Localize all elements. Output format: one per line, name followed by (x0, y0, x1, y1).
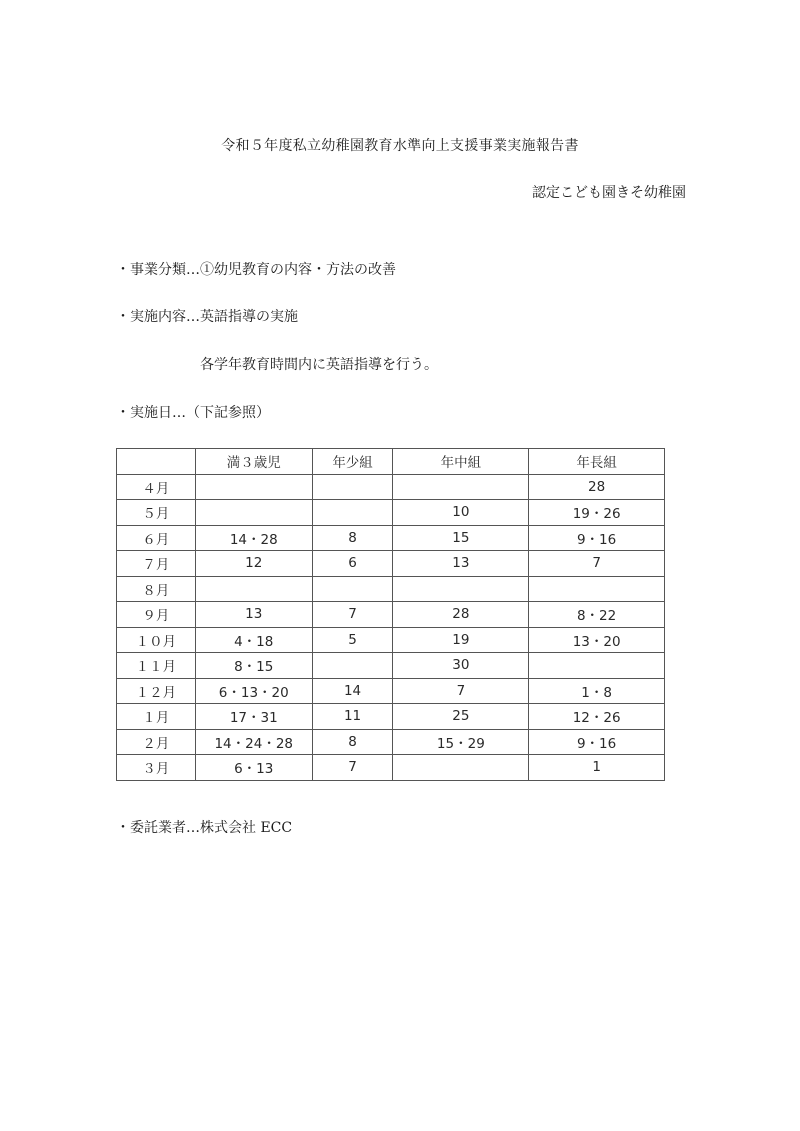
date-cell (529, 576, 665, 602)
date-cell: 13 (195, 602, 312, 628)
month-cell: １月 (117, 704, 196, 730)
date-cell (312, 500, 393, 526)
date-cell: 15 (393, 525, 529, 551)
date-cell: 13・20 (529, 627, 665, 653)
table-row (117, 474, 665, 500)
date-cell: 9・16 (529, 525, 665, 551)
date-cell: 19・26 (529, 500, 665, 526)
table-row (117, 500, 665, 526)
header-cell-age3: 満３歳児 (195, 449, 312, 475)
date-cell: 12 (195, 551, 312, 577)
table-row (117, 653, 665, 679)
date-cell: 14・24・28 (195, 729, 312, 755)
date-cell: 7 (393, 678, 529, 704)
header-cell-middle: 年中組 (393, 449, 529, 475)
date-cell: 19 (393, 627, 529, 653)
date-cell: 28 (393, 602, 529, 628)
header-cell-junior: 年少組 (312, 449, 393, 475)
month-cell: ７月 (117, 551, 196, 577)
date-cell: 8・15 (195, 653, 312, 679)
date-cell: 4・18 (195, 627, 312, 653)
category-line: ・事業分類…①幼児教育の内容・方法の改善 (116, 262, 396, 278)
date-cell: 8 (312, 525, 393, 551)
organization-name: 認定こども園きそ幼稚園 (532, 185, 686, 201)
date-cell (393, 576, 529, 602)
dates-line: ・実施日…（下記参照） (116, 405, 270, 421)
date-cell: 7 (312, 602, 393, 628)
date-cell: 1 (529, 755, 665, 781)
month-cell: ９月 (117, 602, 196, 628)
date-cell: 12・26 (529, 704, 665, 730)
table-row (117, 602, 665, 628)
schedule-table (116, 448, 665, 781)
date-cell (529, 653, 665, 679)
date-cell: 14・28 (195, 525, 312, 551)
month-cell: １１月 (117, 653, 196, 679)
date-cell (312, 576, 393, 602)
date-cell: 30 (393, 653, 529, 679)
date-cell (195, 474, 312, 500)
date-cell (312, 653, 393, 679)
date-cell: 7 (312, 755, 393, 781)
date-cell: 5 (312, 627, 393, 653)
month-cell: １０月 (117, 627, 196, 653)
date-cell (393, 755, 529, 781)
date-cell: 6・13 (195, 755, 312, 781)
date-cell: 15・29 (393, 729, 529, 755)
date-cell (195, 576, 312, 602)
table-header-row (117, 449, 665, 475)
month-cell: ８月 (117, 576, 196, 602)
date-cell: 1・8 (529, 678, 665, 704)
table-row (117, 704, 665, 730)
date-cell: 8・22 (529, 602, 665, 628)
table-row (117, 729, 665, 755)
month-cell: ５月 (117, 500, 196, 526)
table-row (117, 678, 665, 704)
date-cell: 11 (312, 704, 393, 730)
date-cell: 14 (312, 678, 393, 704)
date-cell: 10 (393, 500, 529, 526)
date-cell: 6・13・20 (195, 678, 312, 704)
header-cell-corner (117, 449, 196, 475)
table-row (117, 551, 665, 577)
date-cell (195, 500, 312, 526)
contractor-line: ・委託業者…株式会社 ECC (116, 820, 293, 836)
month-cell: １２月 (117, 678, 196, 704)
document-title: 令和５年度私立幼稚園教育水準向上支援事業実施報告書 (221, 138, 579, 154)
date-cell: 25 (393, 704, 529, 730)
month-cell: ４月 (117, 474, 196, 500)
date-cell: 17・31 (195, 704, 312, 730)
date-cell: 13 (393, 551, 529, 577)
date-cell: 28 (529, 474, 665, 500)
date-cell (393, 474, 529, 500)
table-row (117, 755, 665, 781)
date-cell: 9・16 (529, 729, 665, 755)
month-cell: ６月 (117, 525, 196, 551)
date-cell (312, 474, 393, 500)
table-row (117, 576, 665, 602)
content-line: ・実施内容…英語指導の実施 (116, 309, 298, 325)
table-row (117, 627, 665, 653)
date-cell: 6 (312, 551, 393, 577)
date-cell: 8 (312, 729, 393, 755)
content-detail-line: 各学年教育時間内に英語指導を行う。 (200, 357, 438, 373)
header-cell-senior: 年長組 (529, 449, 665, 475)
date-cell: 7 (529, 551, 665, 577)
month-cell: ３月 (117, 755, 196, 781)
table-row (117, 525, 665, 551)
month-cell: ２月 (117, 729, 196, 755)
